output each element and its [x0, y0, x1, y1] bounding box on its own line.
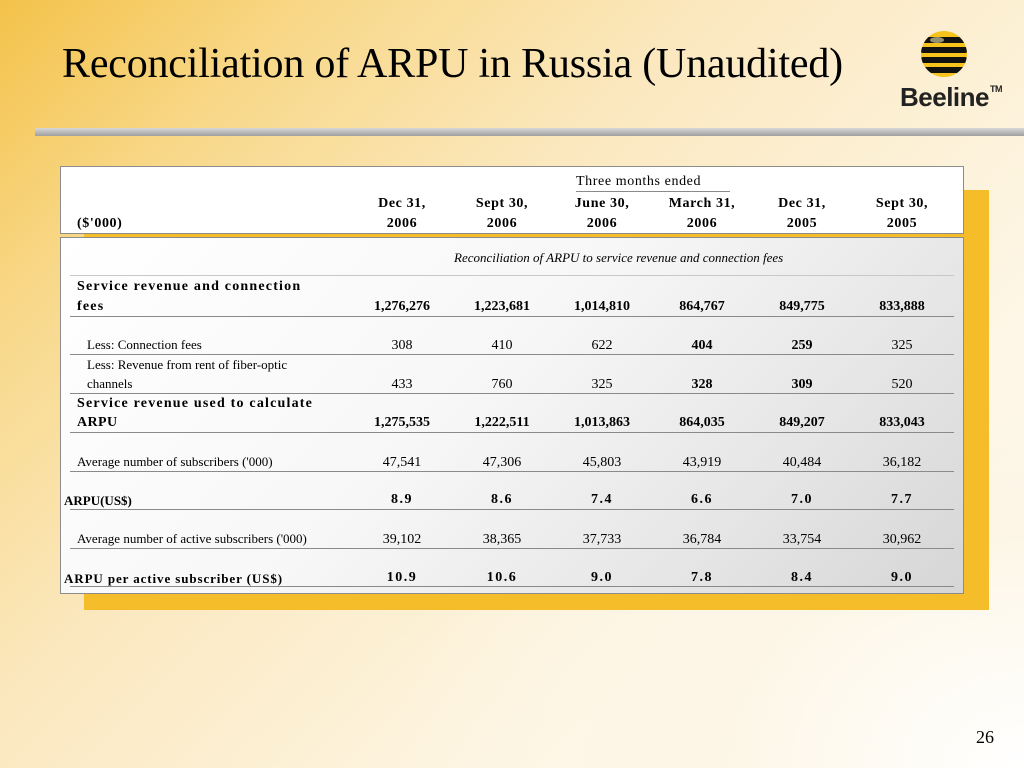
- row-2-value: 404: [691, 338, 713, 353]
- row-1-value: 1,014,810: [574, 299, 630, 314]
- row-4-value: 833,043: [879, 415, 925, 430]
- row-divider: [70, 354, 954, 355]
- row-6-label: ARPU(US$): [64, 493, 132, 508]
- row-divider: [70, 432, 954, 433]
- row-3-value: 328: [691, 377, 713, 392]
- period-underline: [576, 191, 730, 192]
- row-4-value: 1,275,535: [374, 415, 430, 430]
- row-6-value: 7.7: [891, 492, 913, 507]
- row-4-value: 1,222,511: [474, 415, 530, 430]
- row-2-value: 259: [791, 338, 813, 353]
- row-4-label-line1: Service revenue used to calculate: [77, 396, 314, 411]
- row-7-value: 30,962: [882, 532, 922, 547]
- row-1-label-line1: Service revenue and connection: [77, 279, 302, 294]
- row-5-value: 45,803: [582, 455, 622, 470]
- row-divider: [70, 548, 954, 549]
- row-divider: [70, 586, 954, 587]
- row-3-label-line2: channels: [87, 376, 133, 391]
- row-7-value: 38,365: [482, 532, 522, 547]
- row-3-value: 520: [891, 377, 913, 392]
- col-header-4-line1: March 31,: [668, 196, 736, 211]
- row-6-value: 7.0: [791, 492, 813, 507]
- row-8-value: 7.8: [691, 570, 713, 585]
- beeline-ball-icon: [920, 30, 968, 78]
- row-5-value: 47,306: [482, 455, 522, 470]
- row-5-value: 43,919: [682, 455, 722, 470]
- row-8-value: 9.0: [891, 570, 913, 585]
- row-8-label: ARPU per active subscriber (US$): [64, 571, 283, 586]
- row-1-label-line2: fees: [77, 299, 105, 314]
- beeline-wordmark: [900, 82, 1002, 113]
- col-header-3-line1: June 30,: [574, 196, 630, 211]
- col-header-6-line1: Sept 30,: [875, 196, 929, 211]
- slide-title: Reconciliation of ARPU in Russia (Unaudited): [62, 41, 843, 87]
- row-1-value: 849,775: [779, 299, 825, 314]
- row-divider: [70, 471, 954, 472]
- row-8-value: 8.4: [791, 570, 813, 585]
- period-header: Three months ended: [576, 174, 702, 189]
- col-header-6-line2: 2005: [886, 216, 918, 231]
- beeline-logo: [896, 30, 1006, 114]
- row-4-label-line2: ARPU: [77, 415, 118, 430]
- row-7-label: Average number of active subscribers ('000): [77, 531, 307, 546]
- col-header-4-line2: 2006: [686, 216, 718, 231]
- row-4-value: 1,013,863: [574, 415, 630, 430]
- row-1-value: 833,888: [879, 299, 925, 314]
- col-header-1-line2: 2006: [386, 216, 418, 231]
- unit-label: ($'000): [77, 216, 123, 231]
- col-header-5-line2: 2005: [786, 216, 818, 231]
- row-2-label: Less: Connection fees: [87, 337, 202, 352]
- row-3-label-line1: Less: Revenue from rent of fiber-optic: [87, 357, 288, 372]
- row-7-value: 37,733: [582, 532, 622, 547]
- trademark: TM: [990, 84, 1002, 94]
- row-5-label: Average number of subscribers ('000): [77, 454, 273, 469]
- page-number: 26: [976, 727, 994, 747]
- col-header-3-line2: 2006: [586, 216, 618, 231]
- row-4-value: 864,035: [679, 415, 725, 430]
- row-7-value: 39,102: [382, 532, 422, 547]
- row-3-value: 760: [491, 377, 513, 392]
- row-6-value: 8.6: [491, 492, 513, 507]
- caption-divider: [70, 275, 954, 276]
- row-3-value: 309: [791, 377, 813, 392]
- row-4-value: 849,207: [779, 415, 825, 430]
- logo-text: Beeline: [900, 82, 989, 112]
- row-5-value: 47,541: [382, 455, 422, 470]
- row-3-value: 433: [391, 377, 413, 392]
- row-divider: [70, 509, 954, 510]
- col-header-5-line1: Dec 31,: [778, 196, 826, 211]
- row-7-value: 36,784: [682, 532, 722, 547]
- row-divider: [70, 393, 954, 394]
- row-7-value: 33,754: [782, 532, 822, 547]
- row-2-value: 410: [491, 338, 513, 353]
- row-6-value: 7.4: [591, 492, 613, 507]
- row-8-value: 9.0: [591, 570, 613, 585]
- row-6-value: 6.6: [691, 492, 713, 507]
- row-8-value: 10.9: [386, 570, 418, 585]
- col-header-2-line1: Sept 30,: [475, 196, 529, 211]
- row-6-value: 8.9: [391, 492, 413, 507]
- row-5-value: 40,484: [782, 455, 822, 470]
- col-header-1-line1: Dec 31,: [378, 196, 426, 211]
- row-2-value: 622: [591, 338, 613, 353]
- row-1-value: 1,276,276: [374, 299, 430, 314]
- row-5-value: 36,182: [882, 455, 922, 470]
- row-divider: [70, 316, 954, 317]
- row-1-value: 1,223,681: [474, 299, 530, 314]
- title-divider: [35, 128, 1024, 136]
- row-1-value: 864,767: [679, 299, 725, 314]
- row-2-value: 325: [891, 338, 913, 353]
- row-2-value: 308: [391, 338, 413, 353]
- row-3-value: 325: [591, 377, 613, 392]
- row-8-value: 10.6: [486, 570, 518, 585]
- section-caption: Reconciliation of ARPU to service revenue and connection fees: [454, 250, 784, 265]
- col-header-2-line2: 2006: [486, 216, 518, 231]
